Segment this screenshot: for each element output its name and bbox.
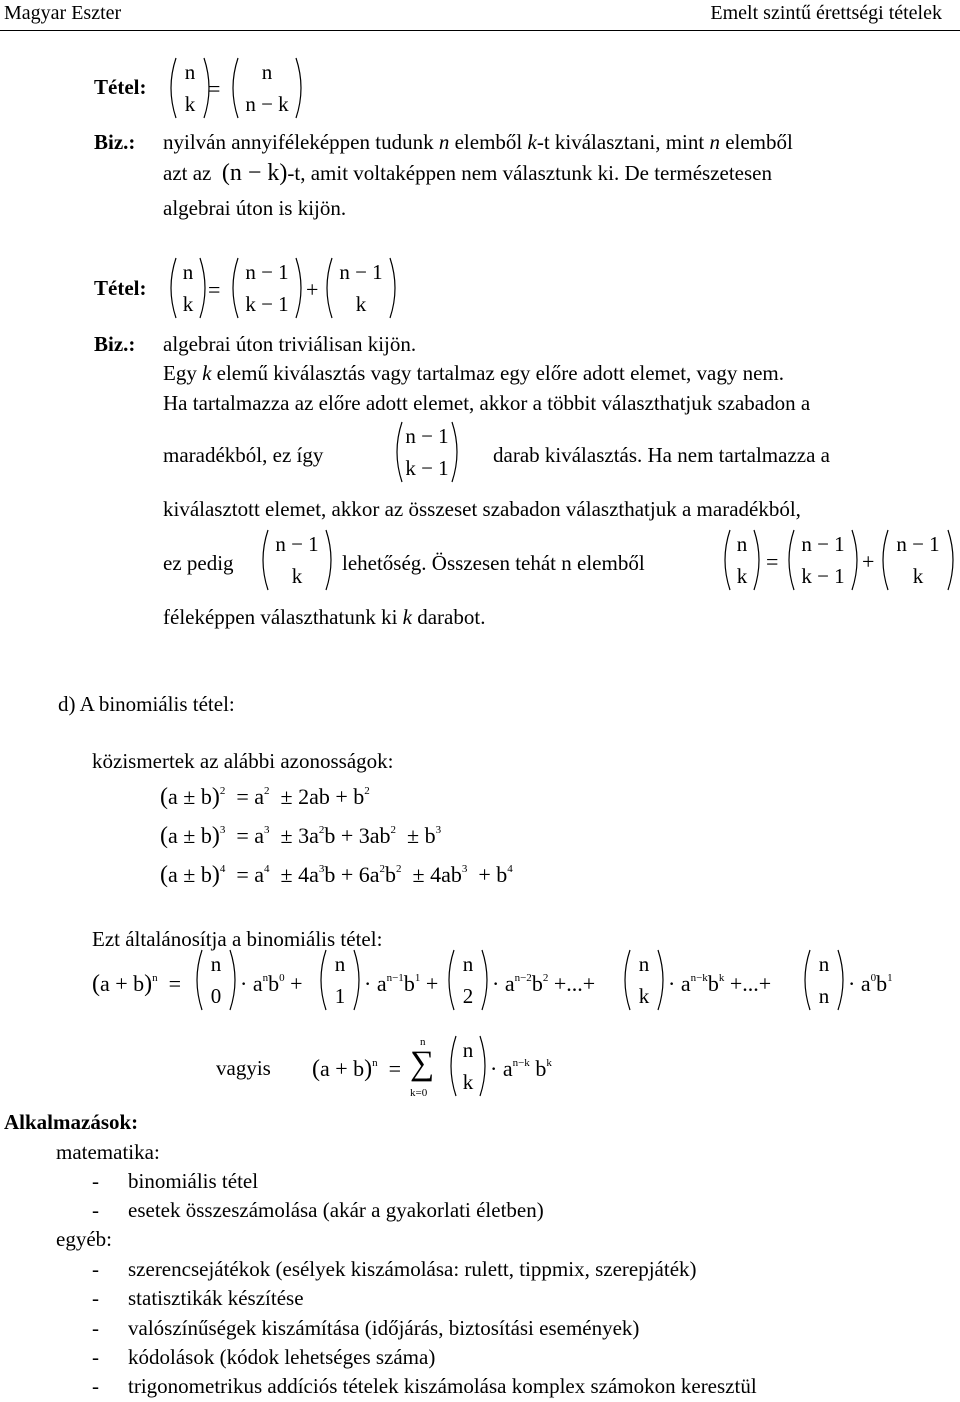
dash: - xyxy=(92,1374,99,1398)
proof-2-line-5: kiválasztott elemet, akkor az összeset szabadon választhatjuk a maradékból, xyxy=(163,497,801,521)
binomial-term-k: · $a^{n-k}b^k$ +...+ xyxy=(668,971,772,996)
plus-sign: + xyxy=(306,277,319,302)
binom-n-n: n n xyxy=(802,948,846,1012)
proof-2-label: Biz.: xyxy=(94,332,136,356)
theorem-1-label: Tétel: xyxy=(94,75,147,99)
list-item: trigonometrikus addíciós tételek kiszámolása komplex számokon keresztül xyxy=(128,1374,757,1398)
identity-square: $(a \pm b)^2 = a^2 \pm 2ab + b^2$ xyxy=(160,784,370,810)
other-label: egyéb: xyxy=(56,1227,112,1251)
binom-n-k: n k xyxy=(622,948,666,1012)
proof-1-line-2: azt az (n − k)-t, amit voltaképpen nem választunk ki. De természetesen xyxy=(163,160,772,186)
binomial-term-2: · $a^{n-2}b^2$ +...+ xyxy=(492,971,596,996)
sum-term: · $a^{n-k}$ $b^k$ xyxy=(490,1056,552,1081)
proof-2-line-3: Ha tartalmazza az előre adott elemet, akkor a többit választhatjuk szabadon a xyxy=(163,391,811,415)
vagyis-label: vagyis xyxy=(216,1056,271,1080)
binom-n-k: n k xyxy=(448,1034,488,1098)
dash: - xyxy=(92,1286,99,1310)
binom-nm1-k: n − 1 k xyxy=(880,528,956,592)
binom-n-nk: n n − k xyxy=(230,56,304,120)
identity-cube: $(a \pm b)^3 = a^3 \pm 3a^2b + 3ab^2 \pm b^3$ xyxy=(160,823,442,849)
proof-1-line-3: algebrai úton is kijön. xyxy=(163,196,347,220)
binom-n-1: n 1 xyxy=(318,948,362,1012)
binom-nm1-k: n − 1 k xyxy=(260,528,334,592)
math-label: matematika: xyxy=(56,1140,160,1164)
list-item: statisztikák készítése xyxy=(128,1286,304,1310)
list-item: kódolások (kódok lehetséges száma) xyxy=(128,1345,436,1369)
applications-heading: Alkalmazások: xyxy=(4,1110,139,1134)
equals-sign: = xyxy=(766,549,779,574)
sum-lhs: $(a + b)^n$ = xyxy=(312,1056,402,1082)
list-item: szerencsejátékok (esélyek kiszámolása: rulett, tippmix, szerepjáték) xyxy=(128,1257,697,1281)
proof-2-line-6b: lehetőség. Összesen tehát n elemből xyxy=(342,551,645,575)
sum-lower: k=0 xyxy=(410,1087,428,1099)
binom-n-0: n 0 xyxy=(194,948,238,1012)
binomial-term-1: · $a^{n-1}b^1$ + xyxy=(364,971,439,996)
binomial-lhs: $(a + b)^n$ = xyxy=(92,971,182,997)
list-item: esetek összeszámolása (akár a gyakorlati életben) xyxy=(128,1198,544,1222)
proof-2-line-2: Egy k elemű kiválasztás vagy tartalmaz egy előre adott elemet, vagy nem. xyxy=(163,361,785,385)
header-author: Magyar Eszter xyxy=(4,2,122,24)
binomial-term-n: · $a^0b^1$ xyxy=(848,971,893,996)
sum-upper: n xyxy=(420,1036,426,1048)
sigma-symbol: ∑ xyxy=(410,1045,435,1082)
binom-nm1-km1: n − 1 k − 1 xyxy=(394,420,460,484)
header-rule xyxy=(0,30,960,31)
binom-n-k: n k xyxy=(168,56,212,120)
binom-nm1-k: n − 1 k xyxy=(324,256,398,320)
dash: - xyxy=(92,1257,99,1281)
proof-1-label: Biz.: xyxy=(94,130,136,154)
binom-n-k: n k xyxy=(168,256,208,320)
equals-sign: = xyxy=(208,76,221,101)
proof-2-line-6a: ez pedig xyxy=(163,551,234,575)
header-title: Emelt szintű érettségi tételek xyxy=(710,2,942,24)
binom-nm1-km1: n − 1 k − 1 xyxy=(230,256,304,320)
list-item: valószínűségek kiszámítása (időjárás, biztosítási események) xyxy=(128,1316,640,1340)
theorem-2-label: Tétel: xyxy=(94,276,147,300)
plus-sign: + xyxy=(862,549,875,574)
dash: - xyxy=(92,1345,99,1369)
proof-1-line-1: nyilván annyiféleképpen tudunk n elemből k-t kiválasztani, mint n elemből xyxy=(163,130,793,154)
binom-n-2: n 2 xyxy=(446,948,490,1012)
binom-nm1-km1: n − 1 k − 1 xyxy=(786,528,860,592)
dash: - xyxy=(92,1169,99,1193)
identity-fourth: $(a \pm b)^4 = a^4 \pm 4a^3b + 6a^2b^2 \pm 4ab^3 + b^4$ xyxy=(160,862,513,888)
binomial-term-0: · $a^nb^0$ + xyxy=(240,971,303,996)
equals-sign: = xyxy=(208,277,221,302)
list-item: binomiális tétel xyxy=(128,1169,259,1193)
generalization-intro: Ezt általánosítja a binomiális tétel: xyxy=(92,927,383,951)
binom-n-k: n k xyxy=(722,528,762,592)
proof-2-line-7: féleképpen választhatunk ki k darabot. xyxy=(163,605,486,629)
identities-intro: közismertek az alábbi azonosságok: xyxy=(92,749,394,773)
dash: - xyxy=(92,1198,99,1222)
dash: - xyxy=(92,1316,99,1340)
section-d-heading: d) A binomiális tétel: xyxy=(58,692,235,716)
proof-2-line-4b: darab kiválasztás. Ha nem tartalmazza a xyxy=(493,443,830,467)
proof-2-line-4a: maradékból, ez így xyxy=(163,443,324,467)
proof-2-line-1: algebrai úton triviálisan kijön. xyxy=(163,332,417,356)
